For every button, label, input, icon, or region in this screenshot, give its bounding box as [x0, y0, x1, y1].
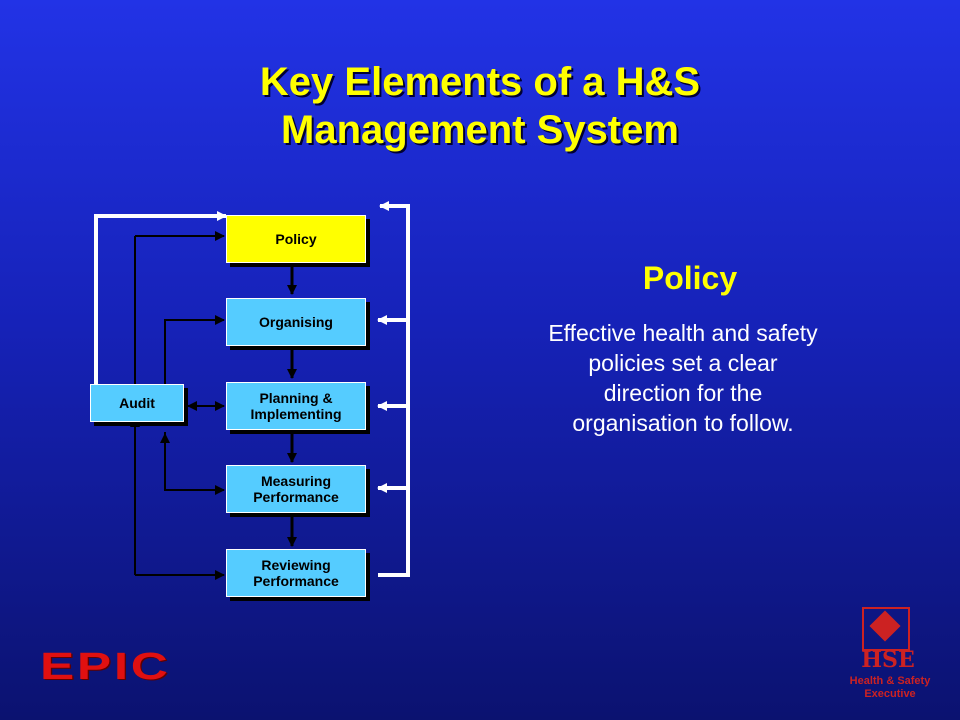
policy-box-label: Policy [275, 231, 317, 247]
section-body-line-3: direction for the [603, 380, 763, 406]
audit-to-policy-arrow [96, 216, 226, 385]
hse-logo-subtitle-line-1: Health & Safety [849, 675, 931, 687]
hse-logo-subtitle-line-2: Executive [864, 688, 916, 700]
section-body-line-2: policies set a clear [588, 350, 778, 376]
epic-logo: EPIC [40, 646, 171, 688]
reviewing-box-label-1: Reviewing [261, 557, 331, 573]
audit-organising-connector [165, 320, 224, 386]
policy-box [226, 215, 366, 263]
slide-title-line-2: Management System [281, 108, 679, 152]
audit-measuring-connector [165, 432, 224, 490]
planning-box-label-2: Implementing [250, 406, 342, 422]
measuring-box-label-2: Performance [253, 489, 339, 505]
planning-box [226, 382, 366, 430]
hse-logo [840, 607, 940, 707]
planning-box-label-1: Planning & [259, 390, 333, 406]
section-body-line-1: Effective health and safety [548, 320, 818, 346]
section-heading: Policy [642, 260, 738, 296]
slide-title-line-1: Key Elements of a H&S [259, 60, 701, 104]
audit-box-label: Audit [119, 395, 155, 411]
hse-emblem-icon [862, 607, 910, 651]
section-body-line-4: organisation to follow. [572, 410, 794, 436]
reviewing-box-label-2: Performance [253, 573, 339, 589]
organising-box-label: Organising [259, 314, 333, 330]
hse-logo-subtitle [840, 675, 940, 701]
audit-box [90, 384, 184, 422]
reviewing-box [226, 549, 366, 597]
measuring-box-label-1: Measuring [260, 473, 331, 489]
section-body [488, 318, 878, 438]
right-feedback-line [378, 206, 408, 575]
hse-logo-text: HSE [861, 647, 915, 673]
organising-box [226, 298, 366, 346]
measuring-box [226, 465, 366, 513]
